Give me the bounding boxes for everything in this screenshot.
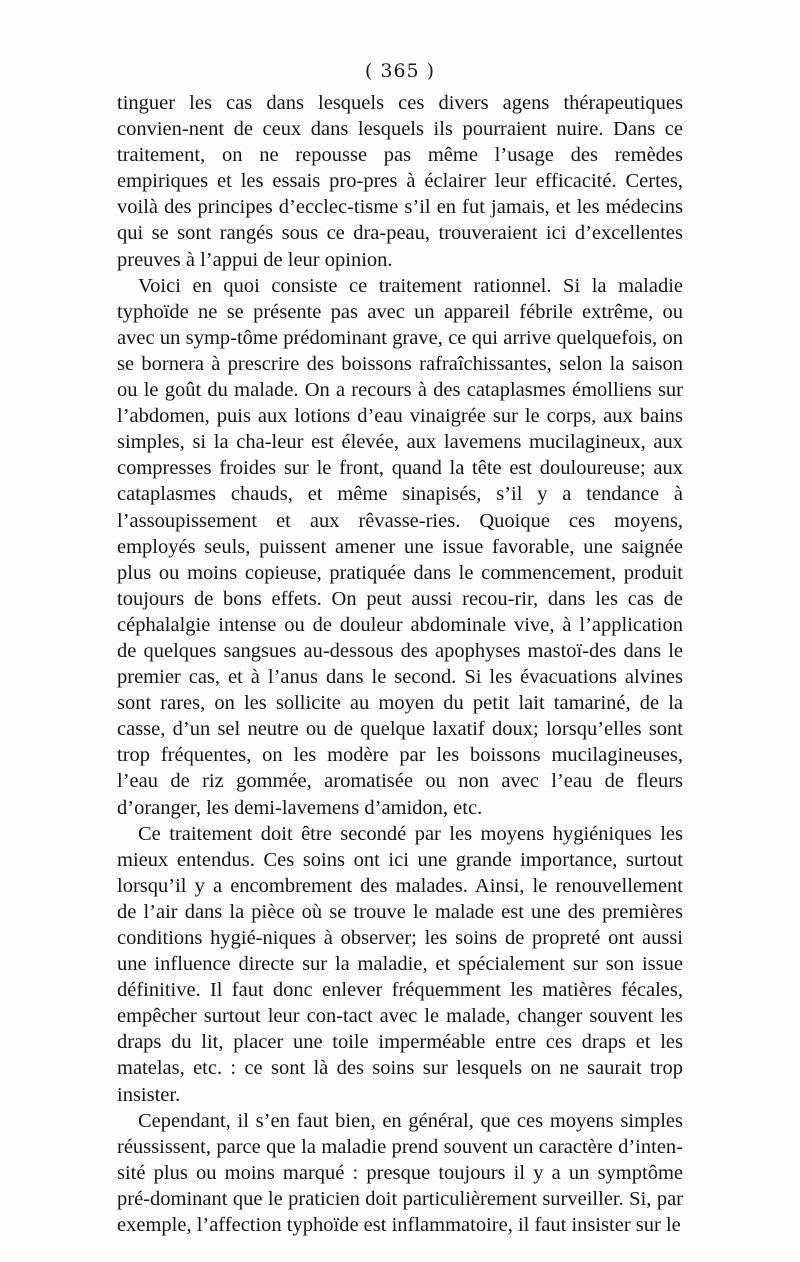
paragraph: Cependant, il s’en faut bien, en général, que ces moyens simples réussissent, parce que la maladie prend souvent un caractère d’inten-sité plus ou moins marqué : presque toujours il y a un symptôme pré-dominant que le praticien doit particulièrement surveiller. Si, par exemple, l’affection typhoïde est inflammatoire, il faut insister sur le bbox=[117, 1109, 683, 1237]
body-text bbox=[117, 90, 683, 1238]
paragraph: tinguer les cas dans lesquels ces divers agens thérapeutiques convien-nent de ceux dans lesquels ils pourraient nuire. Dans ce traitement, on ne repousse pas même l’usage des remèdes empiriques et les essais pro-pres à éclairer leur efficacité. Certes, voilà des principes d’ecclec-tisme s’il en fut jamais, et les médecins qui se sont rangés sous ce dra-peau, trouveraient ici d’excellentes preuves à l’appui de leur opinion. bbox=[117, 92, 683, 271]
page-number: ( 365 ) bbox=[364, 60, 436, 82]
paragraph: Voici en quoi consiste ce traitement rationnel. Si la maladie typhoïde ne se présente pas avec un appareil fébrile extrême, ou avec un symp-tôme prédominant grave, ce qui arrive quelquefois, on se bornera à prescrire des boissons rafraîchissantes, selon la saison ou le goût du malade. On a recours à des cataplasmes émolliens sur l’abdomen, puis aux lotions d’eau vinaigrée sur le corps, aux bains simples, si la cha-leur est élevée, aux lavemens mucilagineux, aux compresses froides sur le front, quand la tête est douloureuse; aux cataplasmes chauds, et même sinapisés, s’il y a tendance à l’assoupissement et aux rêvasse-ries. Quoique ces moyens, employés seuls, puissent amener une issue favorable, une saignée plus ou moins copieuse, pratiquée dans le commencement, produit toujours de bons effets. On peut aussi recou-rir, dans les cas de céphalalgie intense ou de douleur abdominale vive, à l’application de quelques sangsues au-dessous des apophyses mastoï-des dans le premier cas, et à l’anus dans le second. Si les évacuations alvines sont rares, on les sollicite au moyen du petit lait tamariné, de la casse, d’un sel neutre ou de quelque laxatif doux; lorsqu’elles sont trop fréquentes, on les modère par les boissons mucilagineuses, l’eau de riz gommée, aromatisée ou non avec l’eau de fleurs d’oranger, les demi-lavemens d’amidon, etc. bbox=[117, 274, 683, 819]
paragraph: Ce traitement doit être secondé par les moyens hygiéniques les mieux entendus. Ces soins ont ici une grande importance, surtout lorsqu’il y a encombrement des malades. Ainsi, le renouvellement de l’air dans la pièce où se trouve le malade est une des premières conditions hygié-niques à observer; les soins de propreté ont aussi une influence directe sur la maladie, et spécialement sur son issue définitive. Il faut donc enlever fréquemment les matières fécales, empêcher surtout leur con-tact avec le malade, changer souvent les draps du lit, placer une toile imperméable entre ces draps et les matelas, etc. : ce sont là des soins sur lesquels on ne saurait trop insister. bbox=[117, 822, 683, 1106]
